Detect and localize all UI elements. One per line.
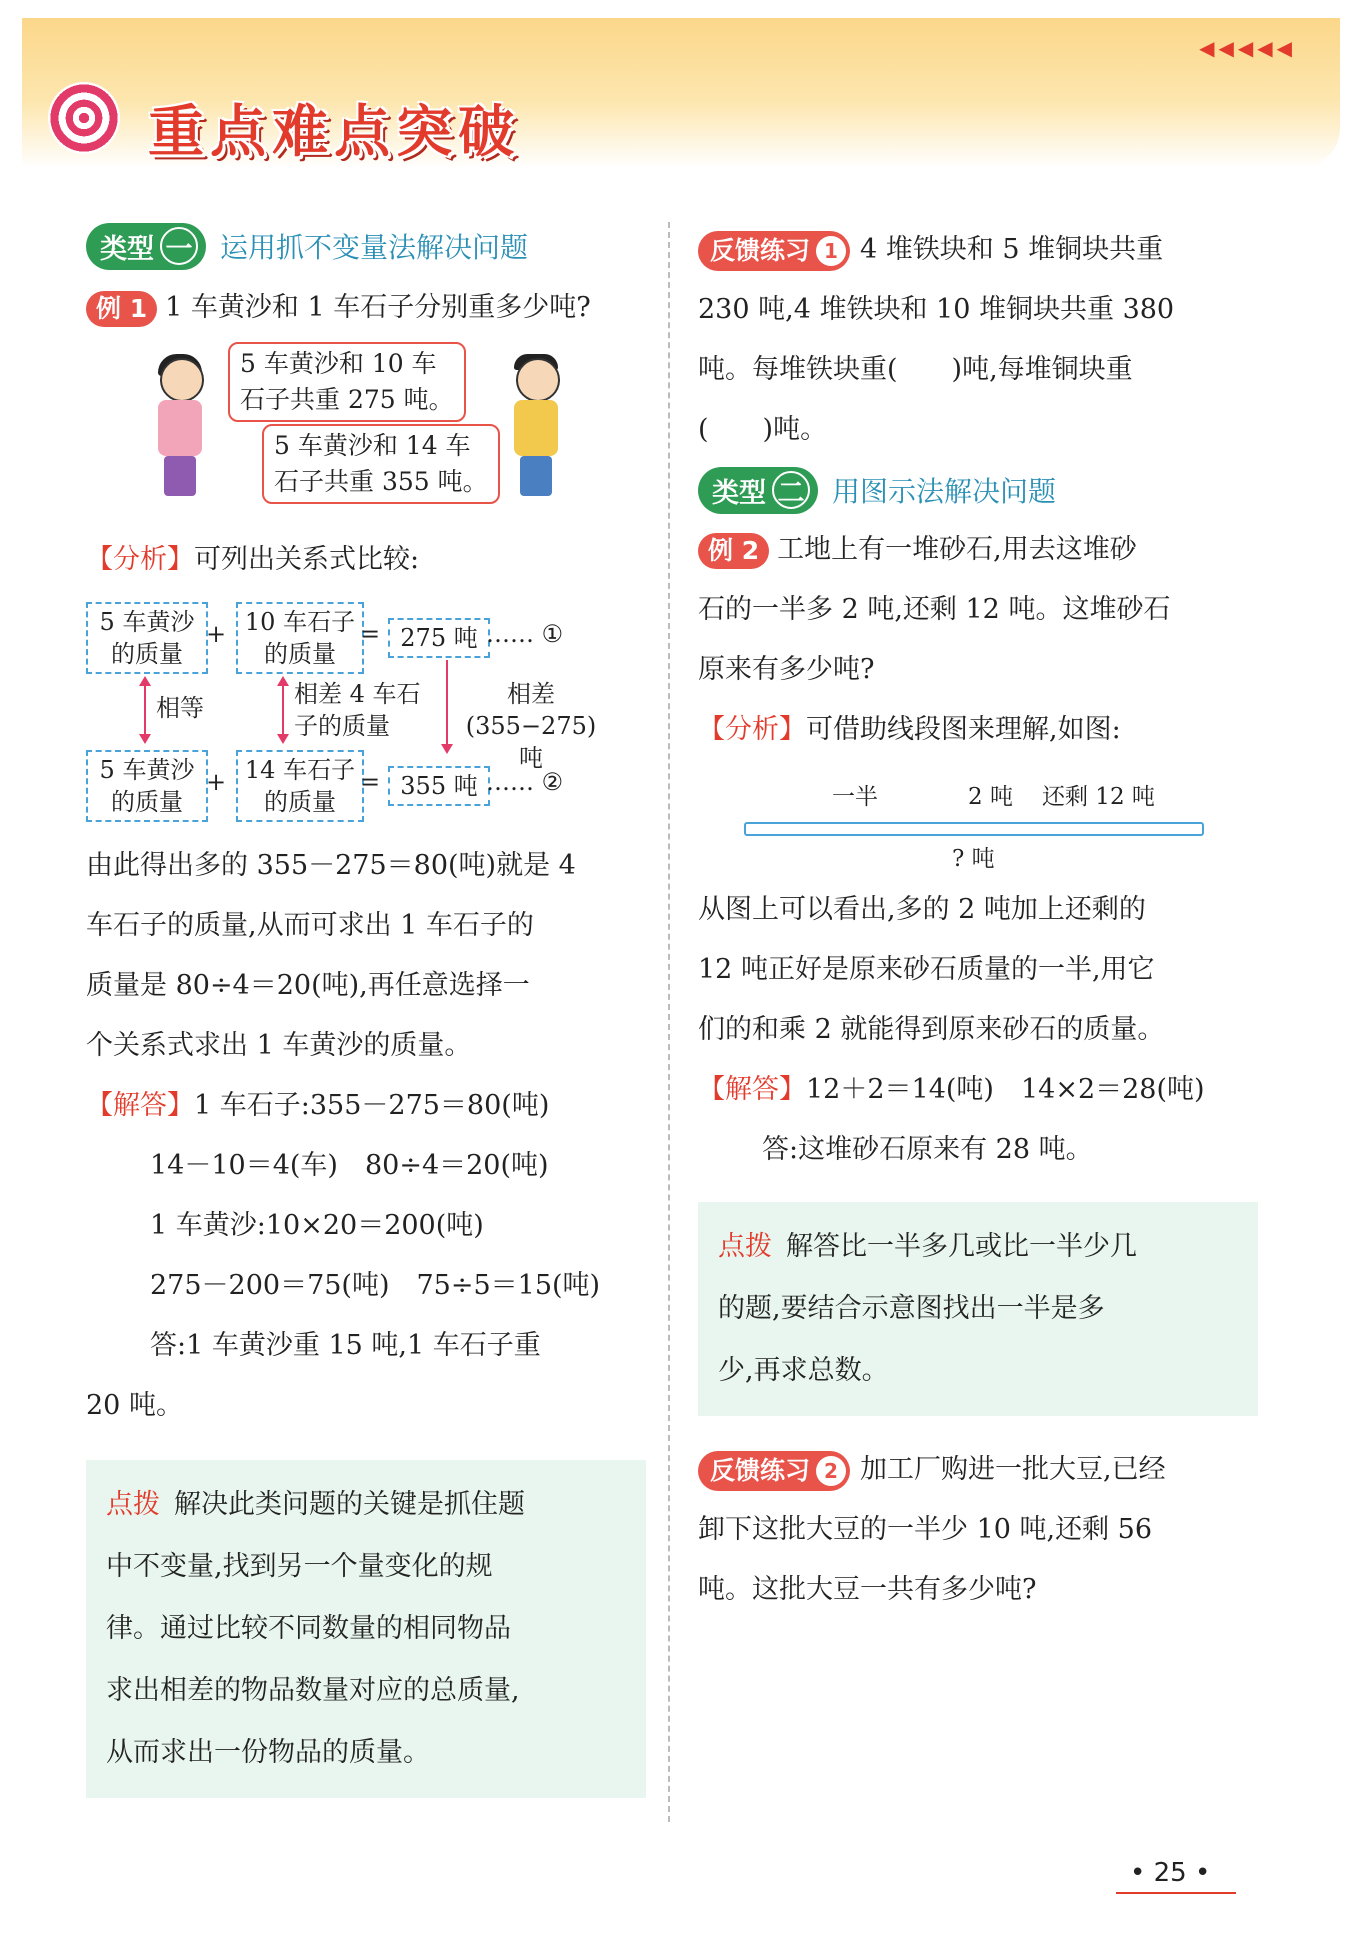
girl-illustration-icon [148,358,212,498]
girl-speech-bubble [228,342,466,422]
tip1-line2: 中不变量,找到另一个量变化的规 [106,1551,493,1582]
feedback2-block [698,1440,1258,1620]
explain1-line4: 个关系式求出 1 车黄沙的质量。 [86,1030,472,1061]
tip2-line1: 解答比一半多几或比一半少几 [786,1231,1137,1262]
tip1-line1: 解决此类问题的关键是抓住题 [174,1489,525,1520]
answer1-line4: 275－200＝75(吨) 75÷5＝15(吨) [150,1270,601,1301]
type1-title: 运用抓不变量法解决问题 [220,231,529,264]
segment-diagram [698,764,1258,874]
left-column [86,220,646,1798]
answer1-block [86,1076,646,1436]
feedback2-badge-num: 2 [816,1456,846,1486]
feedback2-badge-label: 反馈练习 [710,1455,811,1485]
feedback1-line2: 230 吨,4 堆铁块和 10 堆铜块共重 380 [698,294,1175,325]
answer1-line6: 20 吨。 [86,1390,183,1421]
diagram-box-stone-10 [236,602,364,674]
diff-stone-line1: 相差 4 车石 [294,680,421,708]
tip1-tag: 点拨 [106,1489,160,1520]
tip1-line4: 求出相差的物品数量对应的总质量, [106,1675,520,1706]
diagram-box-stone-14-line1: 14 车石子 [244,756,356,784]
diagram-box-stone-10-line2: 的质量 [264,640,336,668]
type2-heading [698,464,1258,516]
type1-badge-num: 一 [160,227,198,265]
feedback2-line2: 卸下这批大豆的一半少 10 吨,还剩 56 [698,1514,1153,1545]
segment-rest-label: 还剩 12 吨 [1042,784,1155,810]
type2-badge [698,467,818,514]
relation-diagram [86,596,646,826]
girl-bubble-line1: 5 车黄沙和 10 车 [240,349,437,378]
diagram-box-275: 275 吨 [388,618,490,658]
girl-bubble-line2: 石子共重 275 吨。 [240,385,454,414]
feedback1-badge [698,231,850,271]
boy-bubble-line1: 5 车黄沙和 14 车 [274,431,471,460]
analysis1-line [86,530,646,590]
analysis1-tag: 【分析】 [86,544,194,575]
type2-badge-num: 二 [772,471,810,509]
answer1-line2: 14－10＝4(车) 80÷4＝20(吨) [150,1150,549,1181]
diff-weight-label [456,678,606,774]
tip2-line3: 少,再求总数。 [718,1355,889,1386]
analysis2-line [698,700,1258,760]
feedback2-line1: 加工厂购进一批大豆,已经 [860,1454,1166,1485]
diff-weight-line1: 相差 [507,680,555,708]
equal-label: 相等 [156,694,204,722]
tip2-tag: 点拨 [718,1231,772,1262]
answer2-tag: 【解答】 [698,1074,806,1105]
diagram-box-sand-2-line2: 的质量 [111,788,183,816]
example2-line2: 石的一半多 2 吨,还剩 12 吨。这堆砂石 [698,594,1171,625]
plus-sign-2: + [206,768,227,796]
answer1-line5: 答:1 车黄沙重 15 吨,1 车石子重 [150,1330,541,1361]
type1-badge-label: 类型 [100,233,154,265]
arrow-diff-stone-icon [282,678,284,742]
formula-mark-2: …… ② [486,768,564,796]
explain2-line1: 从图上可以看出,多的 2 吨加上还剩的 [698,894,1146,925]
feedback1-badge-label: 反馈练习 [710,235,811,265]
explain2-line2: 12 吨正好是原来砂石质量的一半,用它 [698,954,1155,985]
diagram-box-sand-1-line1: 5 车黄沙 [99,608,195,636]
column-divider [668,222,670,1822]
segment-line [744,822,1204,836]
type1-heading [86,220,646,272]
type1-badge [86,223,206,270]
equals-sign-2: = [360,768,381,796]
analysis1-explanation [86,836,646,1076]
explain1-line1: 由此得出多的 355－275＝80(吨)就是 4 [86,850,576,881]
diagram-box-355: 355 吨 [388,766,490,806]
plus-sign-1: + [206,620,227,648]
analysis2-explanation [698,880,1258,1060]
explain2-line3: 们的和乘 2 就能得到原来砂石的质量。 [698,1014,1165,1045]
diagram-box-stone-14 [236,750,364,822]
banner-title: 重点难点突破 [148,100,520,165]
answer1-tag: 【解答】 [86,1090,194,1121]
diff-stone-line2: 子的质量 [294,712,390,740]
diagram-box-sand-1-line2: 的质量 [111,640,183,668]
analysis1-text: 可列出关系式比较: [194,544,420,575]
example1-question: 1 车黄沙和 1 车石子分别重多少吨? [165,292,591,323]
answer2-block [698,1060,1258,1180]
formula-mark-1: …… ① [486,620,564,648]
tip2-box [698,1202,1258,1416]
answer1-line1: 1 车石子:355－275＝80(吨) [194,1090,550,1121]
explain1-line3: 质量是 80÷4＝20(吨),再任意选择一 [86,970,530,1001]
analysis2-tag: 【分析】 [698,714,806,745]
arrow-equal-icon [144,678,146,742]
feedback2-line3: 吨。这批大豆一共有多少吨? [698,1574,1037,1605]
example2-line3: 原来有多少吨? [698,654,875,685]
page-number: • 25 • [1130,1858,1211,1888]
feedback1-badge-num: 1 [816,236,846,266]
boy-bubble-line2: 石子共重 355 吨。 [274,467,488,496]
answer2-line1: 12＋2＝14(吨) 14×2＝28(吨) [806,1074,1205,1105]
diagram-box-sand-1 [86,602,208,674]
answer1-line3: 1 车黄沙:10×20＝200(吨) [150,1210,484,1241]
example1-question-line [86,278,646,338]
explain1-line2: 车石子的质量,从而可求出 1 车石子的 [86,910,534,941]
segment-total-label: ? 吨 [952,846,995,872]
analysis2-text: 可借助线段图来理解,如图: [806,714,1121,745]
diagram-box-sand-2-line1: 5 车黄沙 [99,756,195,784]
diagram-box-sand-2 [86,750,208,822]
type2-title: 用图示法解决问题 [832,475,1057,508]
type2-badge-label: 类型 [712,477,766,509]
feedback2-badge [698,1451,850,1491]
diff-weight-line2: (355−275)吨 [465,712,597,772]
example2-block [698,520,1258,700]
arrow-decoration-icon: ◀◀◀◀◀ [1199,36,1296,60]
tip1-box [86,1460,646,1798]
tip1-line5: 从而求出一份物品的质量。 [106,1737,430,1768]
tip2-line2: 的题,要结合示意图找出一半是多 [718,1293,1105,1324]
example2-badge: 例 2 [698,533,769,569]
tip1-line3: 律。通过比较不同数量的相同物品 [106,1613,511,1644]
example1-badge: 例 1 [86,291,157,327]
diagram-box-stone-10-line1: 10 车石子 [244,608,356,636]
boy-illustration-icon [504,358,568,498]
example1-illustration [86,342,646,522]
feedback1-block [698,220,1258,460]
example2-line1: 工地上有一堆砂石,用去这堆砂 [777,534,1137,565]
arrow-diff-weight-icon [446,660,448,752]
diff-stone-label [294,678,421,742]
target-icon [48,82,120,154]
feedback1-line4: ( )吨。 [698,414,828,445]
feedback1-line1: 4 堆铁块和 5 堆铜块共重 [860,234,1164,265]
right-column [698,220,1258,1620]
diagram-box-stone-14-line2: 的质量 [264,788,336,816]
equals-sign-1: = [360,620,381,648]
segment-half-label: 一半 [832,784,878,810]
page-number-underline [1116,1892,1236,1894]
feedback1-line3: 吨。每堆铁块重( )吨,每堆铜块重 [698,354,1133,385]
segment-two-label: 2 吨 [968,784,1013,810]
answer2-line2: 答:这堆砂石原来有 28 吨。 [762,1134,1093,1165]
boy-speech-bubble [262,424,500,504]
